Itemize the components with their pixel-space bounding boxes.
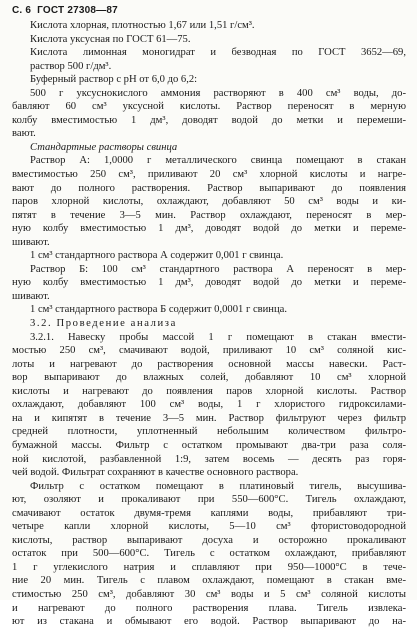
text-line: средней плотности, уплотненный небольшим количеством фильтро-	[12, 426, 406, 438]
text-line: ную колбу вместимостью 1 дм³, доводят водой до метки и переме-	[12, 277, 406, 289]
text-line: вают.	[12, 128, 36, 140]
text-line: и нагревают до полного растворения плава. Тигель извлека-	[12, 602, 406, 614]
text-line: ние 20 мин. Тигель с плавом охлаждают, помещают в стакан вме-	[12, 575, 406, 587]
text-line: стимостью 250 см³, добавляют 30 см³ воды и 5 см³ соляной кислоты	[12, 588, 406, 600]
text-line: Буферный раствор с pH от 6,0 до 6,2:	[30, 74, 198, 86]
text-line: колбу вместимостью 1 дм³, доводят водой до метки и перемеши-	[12, 114, 406, 126]
text-line: чей водой. Фильтрат сохраняют в качестве основного раствора.	[12, 467, 299, 479]
text-line: Кислота лимонная моногидрат и безводная по ГОСТ 3652—69,	[30, 47, 406, 59]
text-line: 500 г уксуснокислого аммония растворяют в 400 см³ воды, до-	[30, 87, 406, 99]
text-line: на и кипятят в течение 3—5 мин. Раствор фильтруют через фильтр	[12, 412, 406, 424]
text-line: 1 см³ стандартного раствора Б содержит 0,0001 г свинца.	[30, 304, 288, 316]
text-line: кислоты и нагревают до появления паров хлорной кислоты. Раствор	[12, 385, 406, 397]
text-line: кислоты, раствор выпаривают досуха и осторожно прокаливают	[12, 534, 406, 546]
text-line: четыре капли хлорной кислоты, 5—10 см³ фтористоводородной	[12, 521, 406, 533]
document-body	[12, 19, 406, 629]
text-line: Стандартные растворы свинца	[30, 141, 178, 153]
text-line: Фильтр с остатком помещают в платиновый тигель, высушива-	[30, 480, 406, 492]
text-line: пятят в течение 3—5 мин. Раствор охлаждают, переносят в мер-	[12, 209, 406, 221]
text-line: лоты и нагревают до растворения основной массы навески. Раст-	[12, 358, 406, 370]
text-line: 1 г углекислого натрия и сплавляют при 950—1000°С в тече-	[12, 561, 406, 573]
text-line: Кислота хлорная, плотностью 1,67 или 1,51 г/см³.	[30, 20, 255, 31]
text-line: раствор 500 г/дм³.	[30, 60, 112, 72]
text-line: охлаждают, добавляют 100 см³ воды, 1 г хлористого гидроксилами-	[12, 399, 406, 411]
text-line: бавляют 60 см³ уксусной кислоты. Раствор переносят в мерную	[12, 101, 406, 113]
text-line: 3.2.1. Навеску пробы массой 1 г помещают в стакан вмести-	[30, 331, 406, 343]
text-line: смачивают остаток двумя-тремя каплями воды, прибавляют три-	[12, 507, 406, 519]
text-line: Раствор Б: 100 см³ стандартного раствора А переносят в мер-	[30, 263, 406, 275]
text-line: шивают.	[12, 236, 50, 248]
text-line: вместимостью 250 см³, приливают 20 см³ хлорной кислоты и нагре-	[12, 169, 406, 181]
text-line: ют из стакана и обмывают его водой. Раствор выпаривают до на-	[12, 616, 406, 628]
text-line: Кислота уксусная по ГОСТ 61—75.	[30, 33, 191, 45]
text-line: Раствор А: 1,0000 г металлического свинца помещают в стакан	[30, 155, 406, 167]
text-line: паров хлорной кислоты, охлаждают, добавляют 50 см³ воды и ки-	[12, 196, 406, 208]
text-line: бумажной массы. Фильтр с остатком промывают два-три раза соля-	[12, 439, 406, 451]
text-line: ют, озоляют и прокаливают при 550—600°С. Тигель охлаждают,	[12, 494, 406, 506]
text-line: вают до полного растворения. Раствор выпаривают до появления	[12, 182, 406, 194]
text-line: ную колбу вместимостью 1 дм³, доводят водой до метки и переме-	[12, 223, 406, 235]
page-header	[12, 4, 407, 18]
text-line: шивают.	[12, 290, 50, 302]
text-line: остаток при 500—600°С. Тигель с остатком охлаждают, прибавляют	[12, 548, 406, 560]
page-number: С. 6	[12, 5, 32, 16]
text-line: 1 см³ стандартного раствора А содержит 0,001 г свинца.	[30, 250, 284, 262]
text-line: ной кислотой, разбавленной 1:9, затем восемь — десять раз горя-	[12, 453, 406, 465]
standard-designation: ГОСТ 27308—87	[37, 5, 118, 16]
text-line: 3.2. Проведение анализа	[30, 318, 177, 330]
text-line: мостью 250 см³, смачивают водой, приливают 10 см³ соляной кис-	[12, 345, 406, 357]
text-line: вор выпаривают до влажных солей, добавляют 10 см³ хлорной	[12, 372, 406, 384]
